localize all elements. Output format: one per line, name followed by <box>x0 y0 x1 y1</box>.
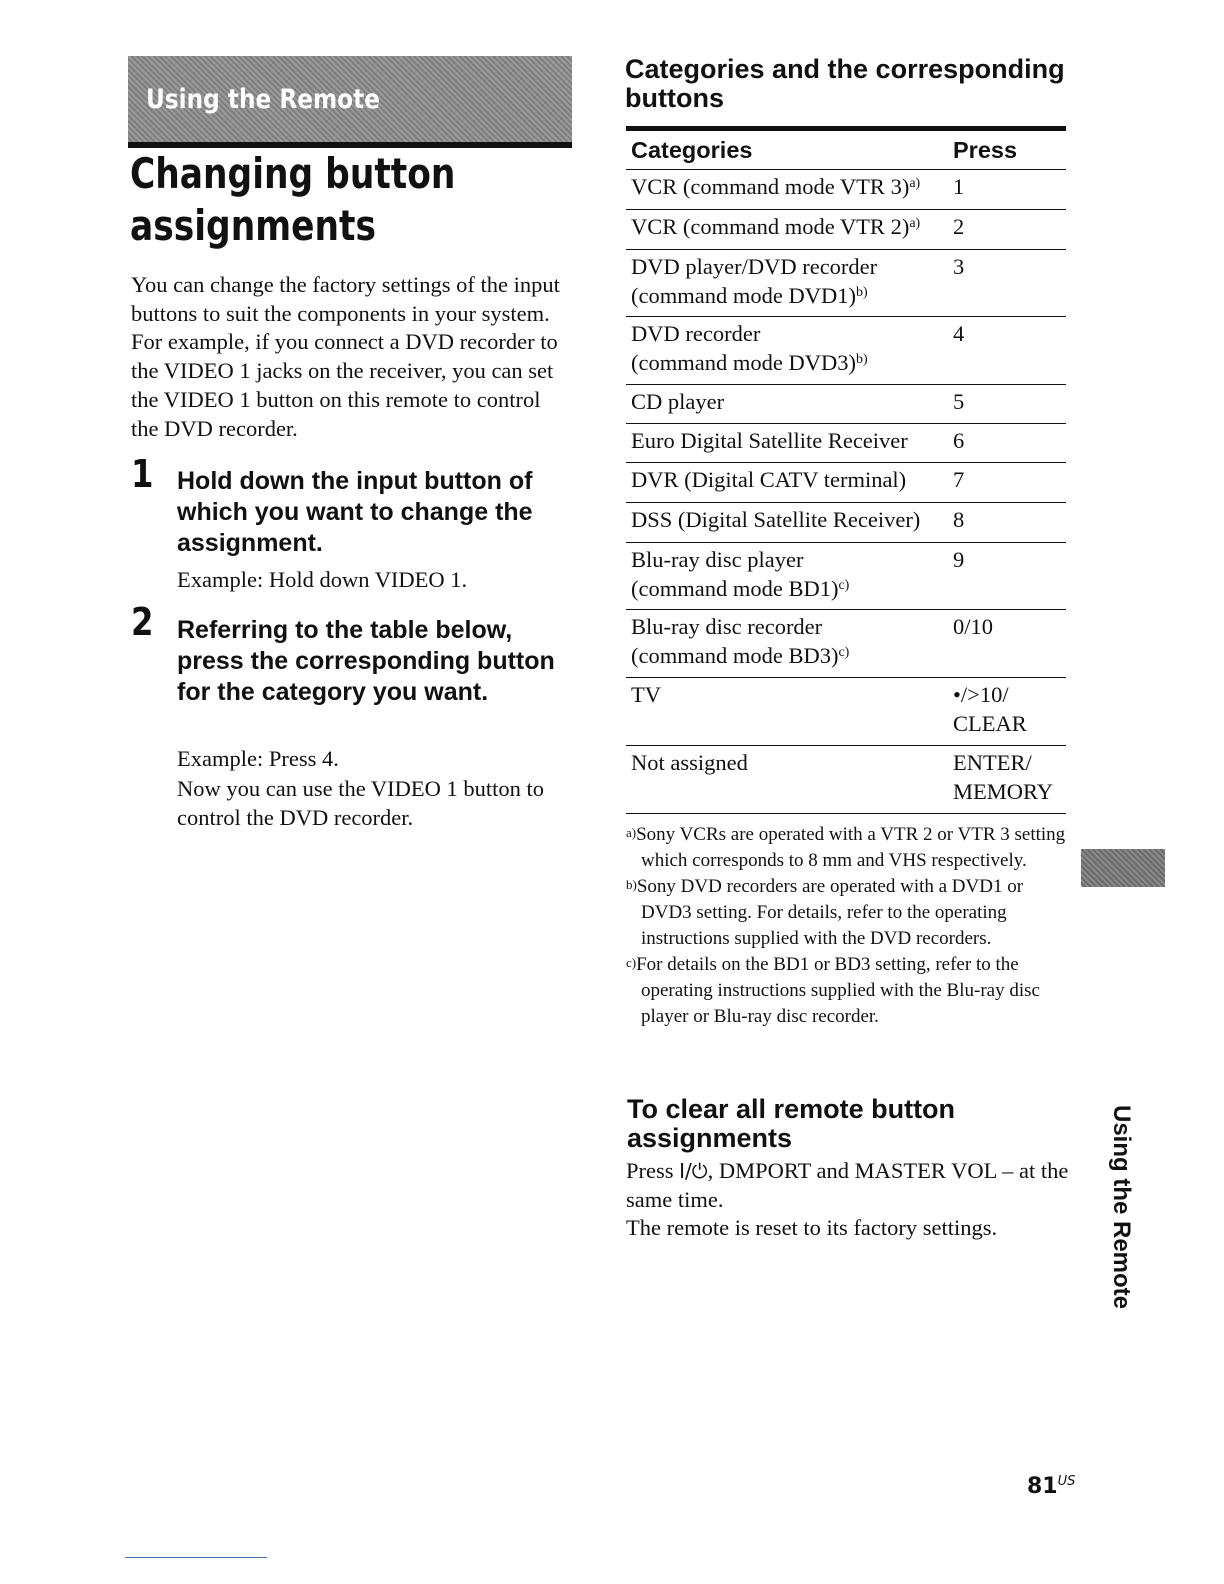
clear-result-text: The remote is reset to its factory settings. <box>626 1215 998 1241</box>
footnote <box>626 822 1066 874</box>
category-cell <box>626 388 953 423</box>
press-cell <box>953 427 1066 462</box>
header-press: Press <box>953 136 1018 163</box>
category-cell <box>626 253 953 316</box>
category-line-1: Euro Digital Satellite Receiver <box>631 428 908 453</box>
clear-section-title: To clear all remote button assignments <box>627 1094 956 1153</box>
clear-press-label: Press <box>626 1158 674 1183</box>
category-cell <box>626 427 953 462</box>
section-banner <box>128 56 572 148</box>
category-line-1: Blu-ray disc recorder <box>631 614 823 639</box>
side-tab-label: Using the Remote <box>1108 1105 1135 1310</box>
press-value: 1 <box>953 174 965 199</box>
press-value-line-2: MEMORY <box>953 778 1054 804</box>
table-row <box>626 463 1066 503</box>
press-value-line-2: CLEAR <box>953 710 1027 736</box>
step-2-result: Now you can use the VIDEO 1 button to control the DVD recorder. <box>177 776 545 830</box>
category-cell <box>626 173 953 209</box>
page-number-suffix: US <box>1057 1474 1076 1489</box>
side-tab-marker <box>1081 849 1165 887</box>
category-line-1: DSS (Digital Satellite Receiver) <box>631 507 921 532</box>
table-row <box>626 250 1066 317</box>
table-header <box>626 131 1066 170</box>
section-banner-label: Using the Remote <box>146 84 380 115</box>
table-row <box>626 543 1066 610</box>
intro-paragraph: You can change the factory settings of the input buttons to suit the components in your system. For example, if you connect a DVD recorder to the VIDEO 1 jacks on the receiver, you can set the VIDEO 1 button on this remote to control the DVD recorder. <box>131 272 560 441</box>
step-2-example: Example: Press 4. <box>177 746 339 771</box>
press-cell <box>953 546 1066 609</box>
press-value: 6 <box>953 428 965 453</box>
press-cell <box>953 388 1066 423</box>
press-value: 2 <box>953 214 965 239</box>
category-line-1: VCR (command mode VTR 2) <box>631 214 910 239</box>
category-cell <box>626 749 953 813</box>
press-value: 9 <box>953 547 965 572</box>
category-line-1: Blu-ray disc player <box>631 547 804 572</box>
press-cell <box>953 681 1066 745</box>
category-line-2: (command mode BD3) <box>631 642 839 668</box>
press-cell <box>953 466 1066 502</box>
categories-table <box>626 126 1066 814</box>
press-value: 5 <box>953 389 965 414</box>
table-section-title: Categories and the corresponding buttons <box>625 54 1065 113</box>
category-line-2: (command mode BD1) <box>631 575 839 601</box>
bottom-divider <box>125 1557 267 1558</box>
category-line-1: CD player <box>631 389 725 414</box>
press-value: •/>10/ <box>953 682 1009 707</box>
category-line-2: (command mode DVD1) <box>631 282 856 308</box>
category-cell <box>626 681 953 745</box>
category-line-1: DVD recorder <box>631 321 761 346</box>
press-value: 7 <box>953 467 965 492</box>
table-row <box>626 424 1066 463</box>
step-2-title: Referring to the table below, press the corresponding button for the category you want. <box>177 616 555 706</box>
footnote-reference: a) <box>909 216 921 231</box>
footnote-mark: b) <box>626 877 637 892</box>
category-line-1: Not assigned <box>631 750 748 775</box>
page-number-value: 81 <box>1027 1474 1058 1499</box>
clear-instructions <box>626 1157 1071 1243</box>
press-value: ENTER/ <box>953 750 1032 775</box>
footnote-reference: a) <box>909 176 921 191</box>
page-title-line-1: Changing button <box>130 149 456 198</box>
footnote-reference: b) <box>855 351 868 367</box>
step-1-example: Example: Hold down VIDEO 1. <box>177 567 468 592</box>
table-row <box>626 678 1066 746</box>
table-row <box>626 210 1066 250</box>
category-cell <box>626 506 953 542</box>
press-value: 8 <box>953 507 965 532</box>
category-line-1: TV <box>631 682 661 707</box>
table-row <box>626 385 1066 424</box>
footnote-text: For details on the BD1 or BD3 setting, refer to the operating instructions supplied with the Blu-ray disc player or Blu-ray disc recorder. <box>636 954 1040 1027</box>
category-cell <box>626 213 953 249</box>
footnote-text: Sony DVD recorders are operated with a DVD1 or DVD3 setting. For details, refer to the operating instructions supplied with the DVD recorders. <box>636 876 1024 949</box>
footnote-mark: c) <box>626 955 637 970</box>
table-row <box>626 170 1066 210</box>
category-cell <box>626 546 953 609</box>
category-cell <box>626 320 953 384</box>
category-cell <box>626 466 953 502</box>
power-button-symbol: I/⏻ <box>679 1159 708 1183</box>
press-cell <box>953 613 1066 677</box>
step-2-number: 2 <box>131 600 154 644</box>
step-1-title: Hold down the input button of which you want to change the assignment. <box>177 467 533 557</box>
category-line-1: VCR (command mode VTR 3) <box>631 174 910 199</box>
category-line-2: (command mode DVD3) <box>631 349 856 375</box>
footnote-reference: b) <box>855 284 868 300</box>
press-value: 3 <box>953 254 965 279</box>
footnote-text: Sony VCRs are operated with a VTR 2 or VTR 3 setting which corresponds to 8 mm and VHS respectively. <box>636 824 1066 871</box>
page-number <box>1027 1474 1075 1499</box>
footnote-reference: c) <box>838 577 850 593</box>
footnote-reference: c) <box>838 644 850 660</box>
press-cell <box>953 749 1066 813</box>
press-value: 0/10 <box>953 614 994 639</box>
press-value: 4 <box>953 321 965 346</box>
step-1-number: 1 <box>131 452 154 496</box>
footnote-mark: a) <box>626 825 637 840</box>
category-line-1: DVR (Digital CATV terminal) <box>631 467 907 492</box>
press-cell <box>953 506 1066 542</box>
press-cell <box>953 173 1066 209</box>
table-row <box>626 503 1066 543</box>
footnote <box>626 874 1066 952</box>
press-cell <box>953 253 1066 316</box>
table-row <box>626 610 1066 678</box>
category-cell <box>626 613 953 677</box>
table-row <box>626 317 1066 385</box>
table-row <box>626 746 1066 814</box>
header-categories: Categories <box>631 136 753 163</box>
press-cell <box>953 320 1066 384</box>
clear-instruction-rest: , DMPORT and MASTER VOL – at the same time. <box>626 1158 1069 1212</box>
press-cell <box>953 213 1066 249</box>
category-line-1: DVD player/DVD recorder <box>631 254 878 279</box>
page-title-line-2: assignments <box>130 201 376 250</box>
footnote <box>626 952 1066 1030</box>
footnotes <box>626 822 1066 1030</box>
page-title <box>130 148 491 252</box>
